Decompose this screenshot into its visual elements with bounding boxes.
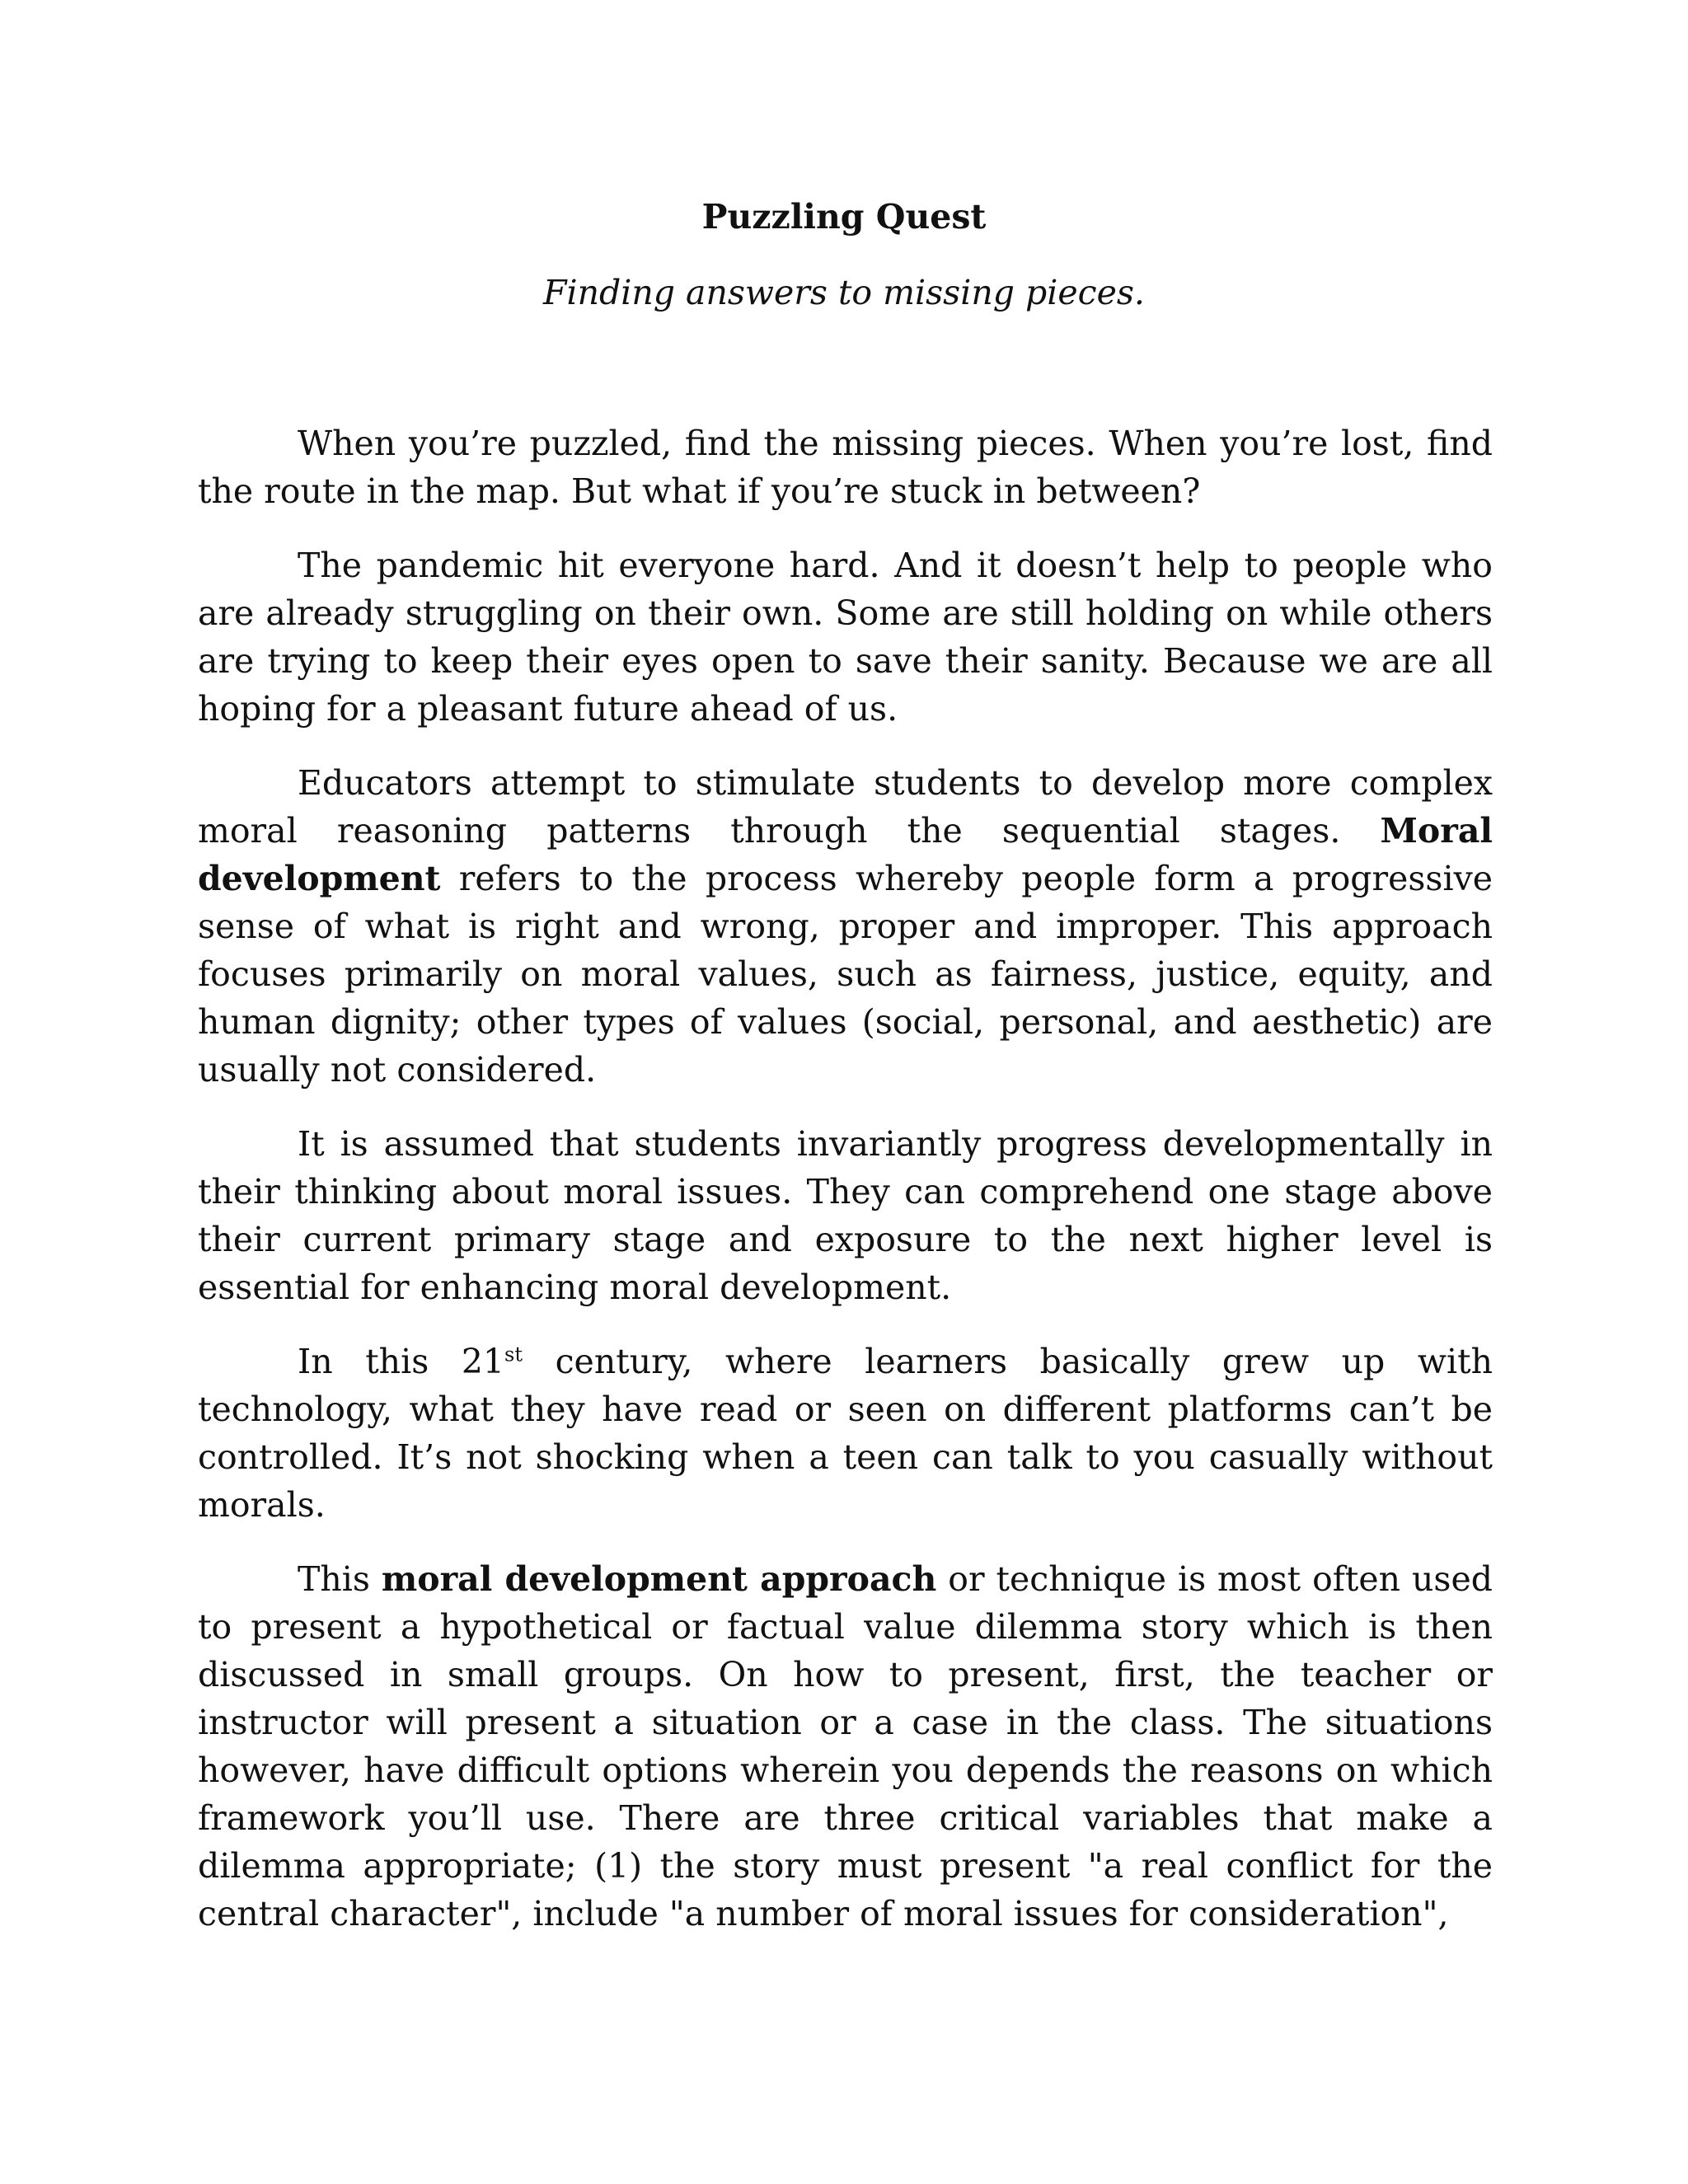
paragraph-5-text-start: In this 21 bbox=[298, 1342, 505, 1381]
paragraph-3-text-start: Educators attempt to stimulate students to develop more complex moral reasoning patterns through the sequential stages. bbox=[198, 763, 1493, 851]
paragraph-1: When you’re puzzled, find the missing pieces. When you’re lost, find the route in the map. But what if you’re stuck in between? bbox=[198, 424, 1493, 511]
paragraph-6-text-end: or technique is most often used to present a hypothetical or factual value dilemma story which is then discussed in small groups. On how to present, first, the teacher or instructor will present a situation or a case in the class. The situations however, have difficult options wherein you depends the reasons on which framework you’ll use. There are three critical variables that make a dilemma appropriate; (1) the story must present "a real conflict for the central character", include "a number of moral issues for consideration", bbox=[198, 1559, 1493, 1933]
paragraph-6 bbox=[198, 1555, 1493, 1938]
paragraph-3 bbox=[198, 759, 1493, 1094]
document-body bbox=[198, 419, 1493, 1964]
paragraph-6-text-start: This bbox=[298, 1559, 382, 1599]
paragraph-4: It is assumed that students invariantly progress developmentally in their thinking about moral issues. They can comprehend one stage above their current primary stage and exposure to the next higher level is essential for enhancing moral development. bbox=[198, 1124, 1493, 1307]
paragraph-5 bbox=[198, 1338, 1493, 1529]
document-title: Puzzling Quest bbox=[701, 197, 987, 237]
paragraph-2: The pandemic hit everyone hard. And it doesn’t help to people who are already struggling on their own. Some are still holding on while others are trying to keep their eyes open to save their sanity. Because we are all hoping for a pleasant future ahead of us. bbox=[198, 546, 1493, 729]
paragraph-5-text-end: century, where learners basically grew up with technology, what they have read or seen on different platforms can’t be controlled. It’s not shocking when a teen can talk to you casually without morals. bbox=[198, 1342, 1493, 1525]
term-moral-development-approach: moral development approach bbox=[381, 1559, 937, 1599]
ordinal-suffix: st bbox=[504, 1343, 523, 1366]
document-subtitle: Finding answers to missing pieces. bbox=[543, 273, 1145, 312]
paragraph-3-text-end: refers to the process whereby people form a progressive sense of what is right and wrong, proper and improper. This approach focuses primarily on moral values, such as fairness, justice, equity, and human dignity; other types of values (social, personal, and aesthetic) are usually not considered. bbox=[198, 859, 1493, 1090]
term-moral-development: Moral development bbox=[198, 811, 1493, 898]
